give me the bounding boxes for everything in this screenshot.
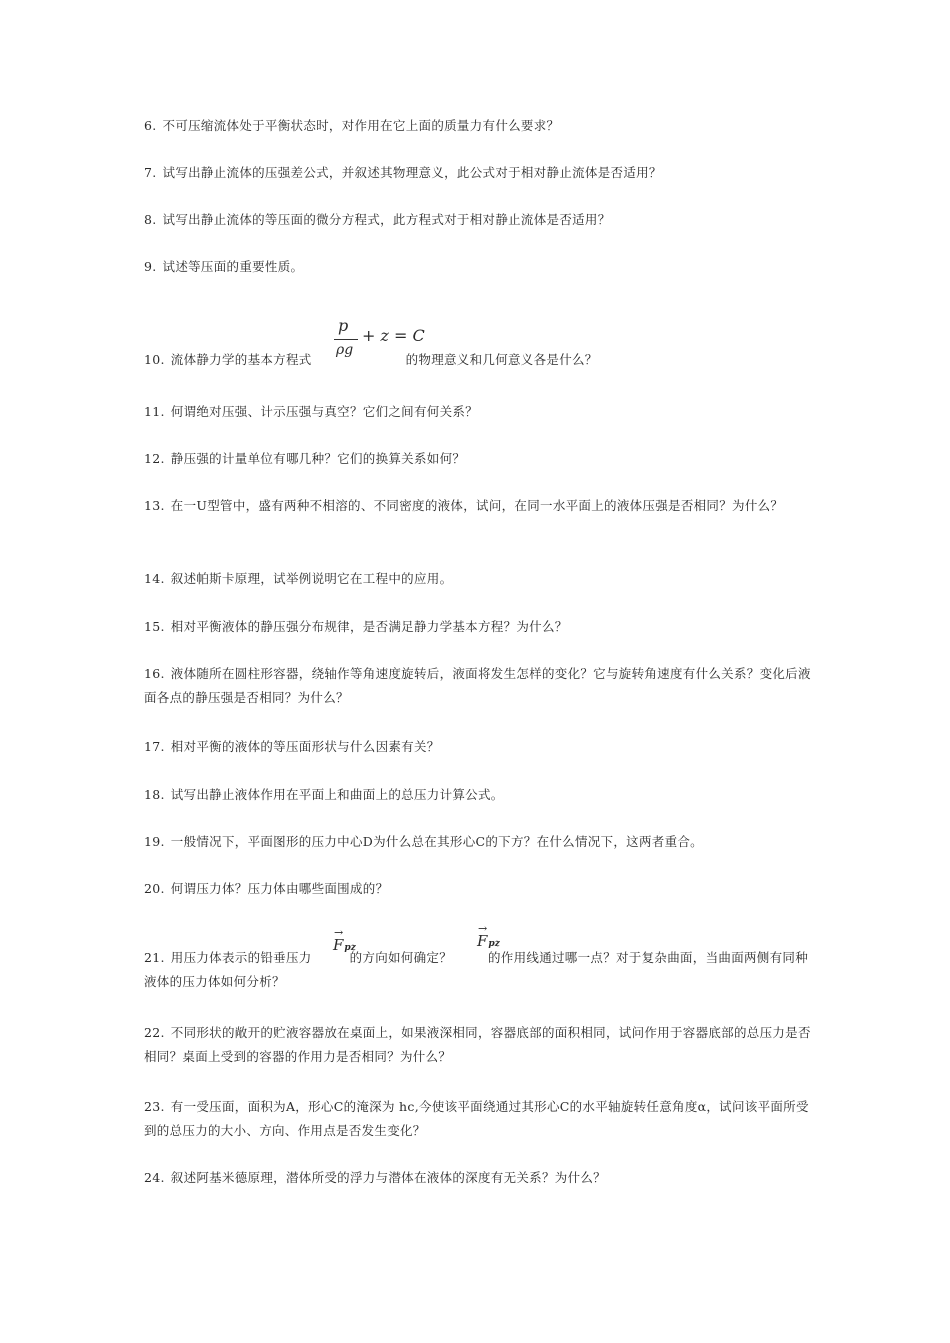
question-7: 7. 试写出静止流体的压强差公式，并叙述其物理意义，此公式对于相对静止流体是否适用？ bbox=[144, 165, 662, 180]
question-11: 11. 何谓绝对压强、计示压强与真空？它们之间有何关系？ bbox=[144, 404, 478, 419]
question-15: 15. 相对平衡液体的静压强分布规律，是否满足静力学基本方程？为什么？ bbox=[144, 619, 568, 634]
question-16: 16. 液体随所在圆柱形容器，绕轴作等角速度旋转后，液面将发生怎样的变化？它与旋转角速度有什么关系？变化后液面各点的静压强是否相同？为什么？ bbox=[144, 666, 811, 705]
question-21: 21. 用压力体表示的铅垂压力 的方向如何确定？ 的作用线通过哪一点？对于复杂曲面，当曲面两侧有同种液体的压力体如何分析？ bbox=[144, 950, 809, 989]
question-8: 8. 试写出静止流体的等压面的微分方程式，此方程式对于相对静止流体是否适用？ bbox=[144, 212, 611, 227]
fraction-bar bbox=[334, 339, 358, 340]
question-14: 14. 叙述帕斯卡原理，试举例说明它在工程中的应用。 bbox=[144, 571, 453, 586]
question-18: 18. 试写出静止液体作用在平面上和曲面上的总压力计算公式。 bbox=[144, 787, 504, 802]
question-24: 24. 叙述阿基米德原理，潜体所受的浮力与潜体在液体的深度有无关系？为什么？ bbox=[144, 1170, 606, 1185]
question-10: 10. 流体静力学的基本方程式 的物理意义和几何意义各是什么？ bbox=[144, 352, 598, 367]
question-9: 9. 试述等压面的重要性质。 bbox=[144, 259, 304, 274]
question-20: 20. 何谓压力体？压力体由哪些面围成的？ bbox=[144, 881, 389, 896]
question-17: 17. 相对平衡的液体的等压面形状与什么因素有关？ bbox=[144, 739, 440, 754]
question-22: 22. 不同形状的敞开的贮液容器放在桌面上，如果液深相同，容器底部的面积相同，试问作用于容器底部的总压力是否相同？桌面上受到的容器的作用力是否相同？为什么？ bbox=[144, 1025, 811, 1064]
force-vector-symbol-2: → Fpz bbox=[477, 922, 500, 950]
question-13: 13. 在一U型管中，盛有两种不相溶的、不同密度的液体，试问，在同一水平面上的液体压强是否相同？为什么？ bbox=[144, 498, 784, 513]
question-19: 19. 一般情况下，平面图形的压力中心D为什么总在其形心C的下方？在什么情况下，这两者重合。 bbox=[144, 834, 703, 849]
question-12: 12. 静压强的计量单位有哪几种？它们的换算关系如何？ bbox=[144, 451, 466, 466]
force-vector-symbol-1: → Fpz bbox=[333, 926, 356, 954]
formula-rest: + z = C bbox=[362, 326, 425, 345]
question-23: 23. 有一受压面，面积为A，形心C的淹深为 hc,今使该平面绕通过其形心C的水平轴旋转任意角度α，试问该平面所受到的总压力的大小、方向、作用点是否发生变化？ bbox=[144, 1099, 809, 1138]
formula-denominator: ρg bbox=[336, 342, 354, 358]
question-6: 6. 不可压缩流体处于平衡状态时，对作用在它上面的质量力有什么要求？ bbox=[144, 118, 560, 133]
formula-numerator: p bbox=[338, 316, 349, 335]
